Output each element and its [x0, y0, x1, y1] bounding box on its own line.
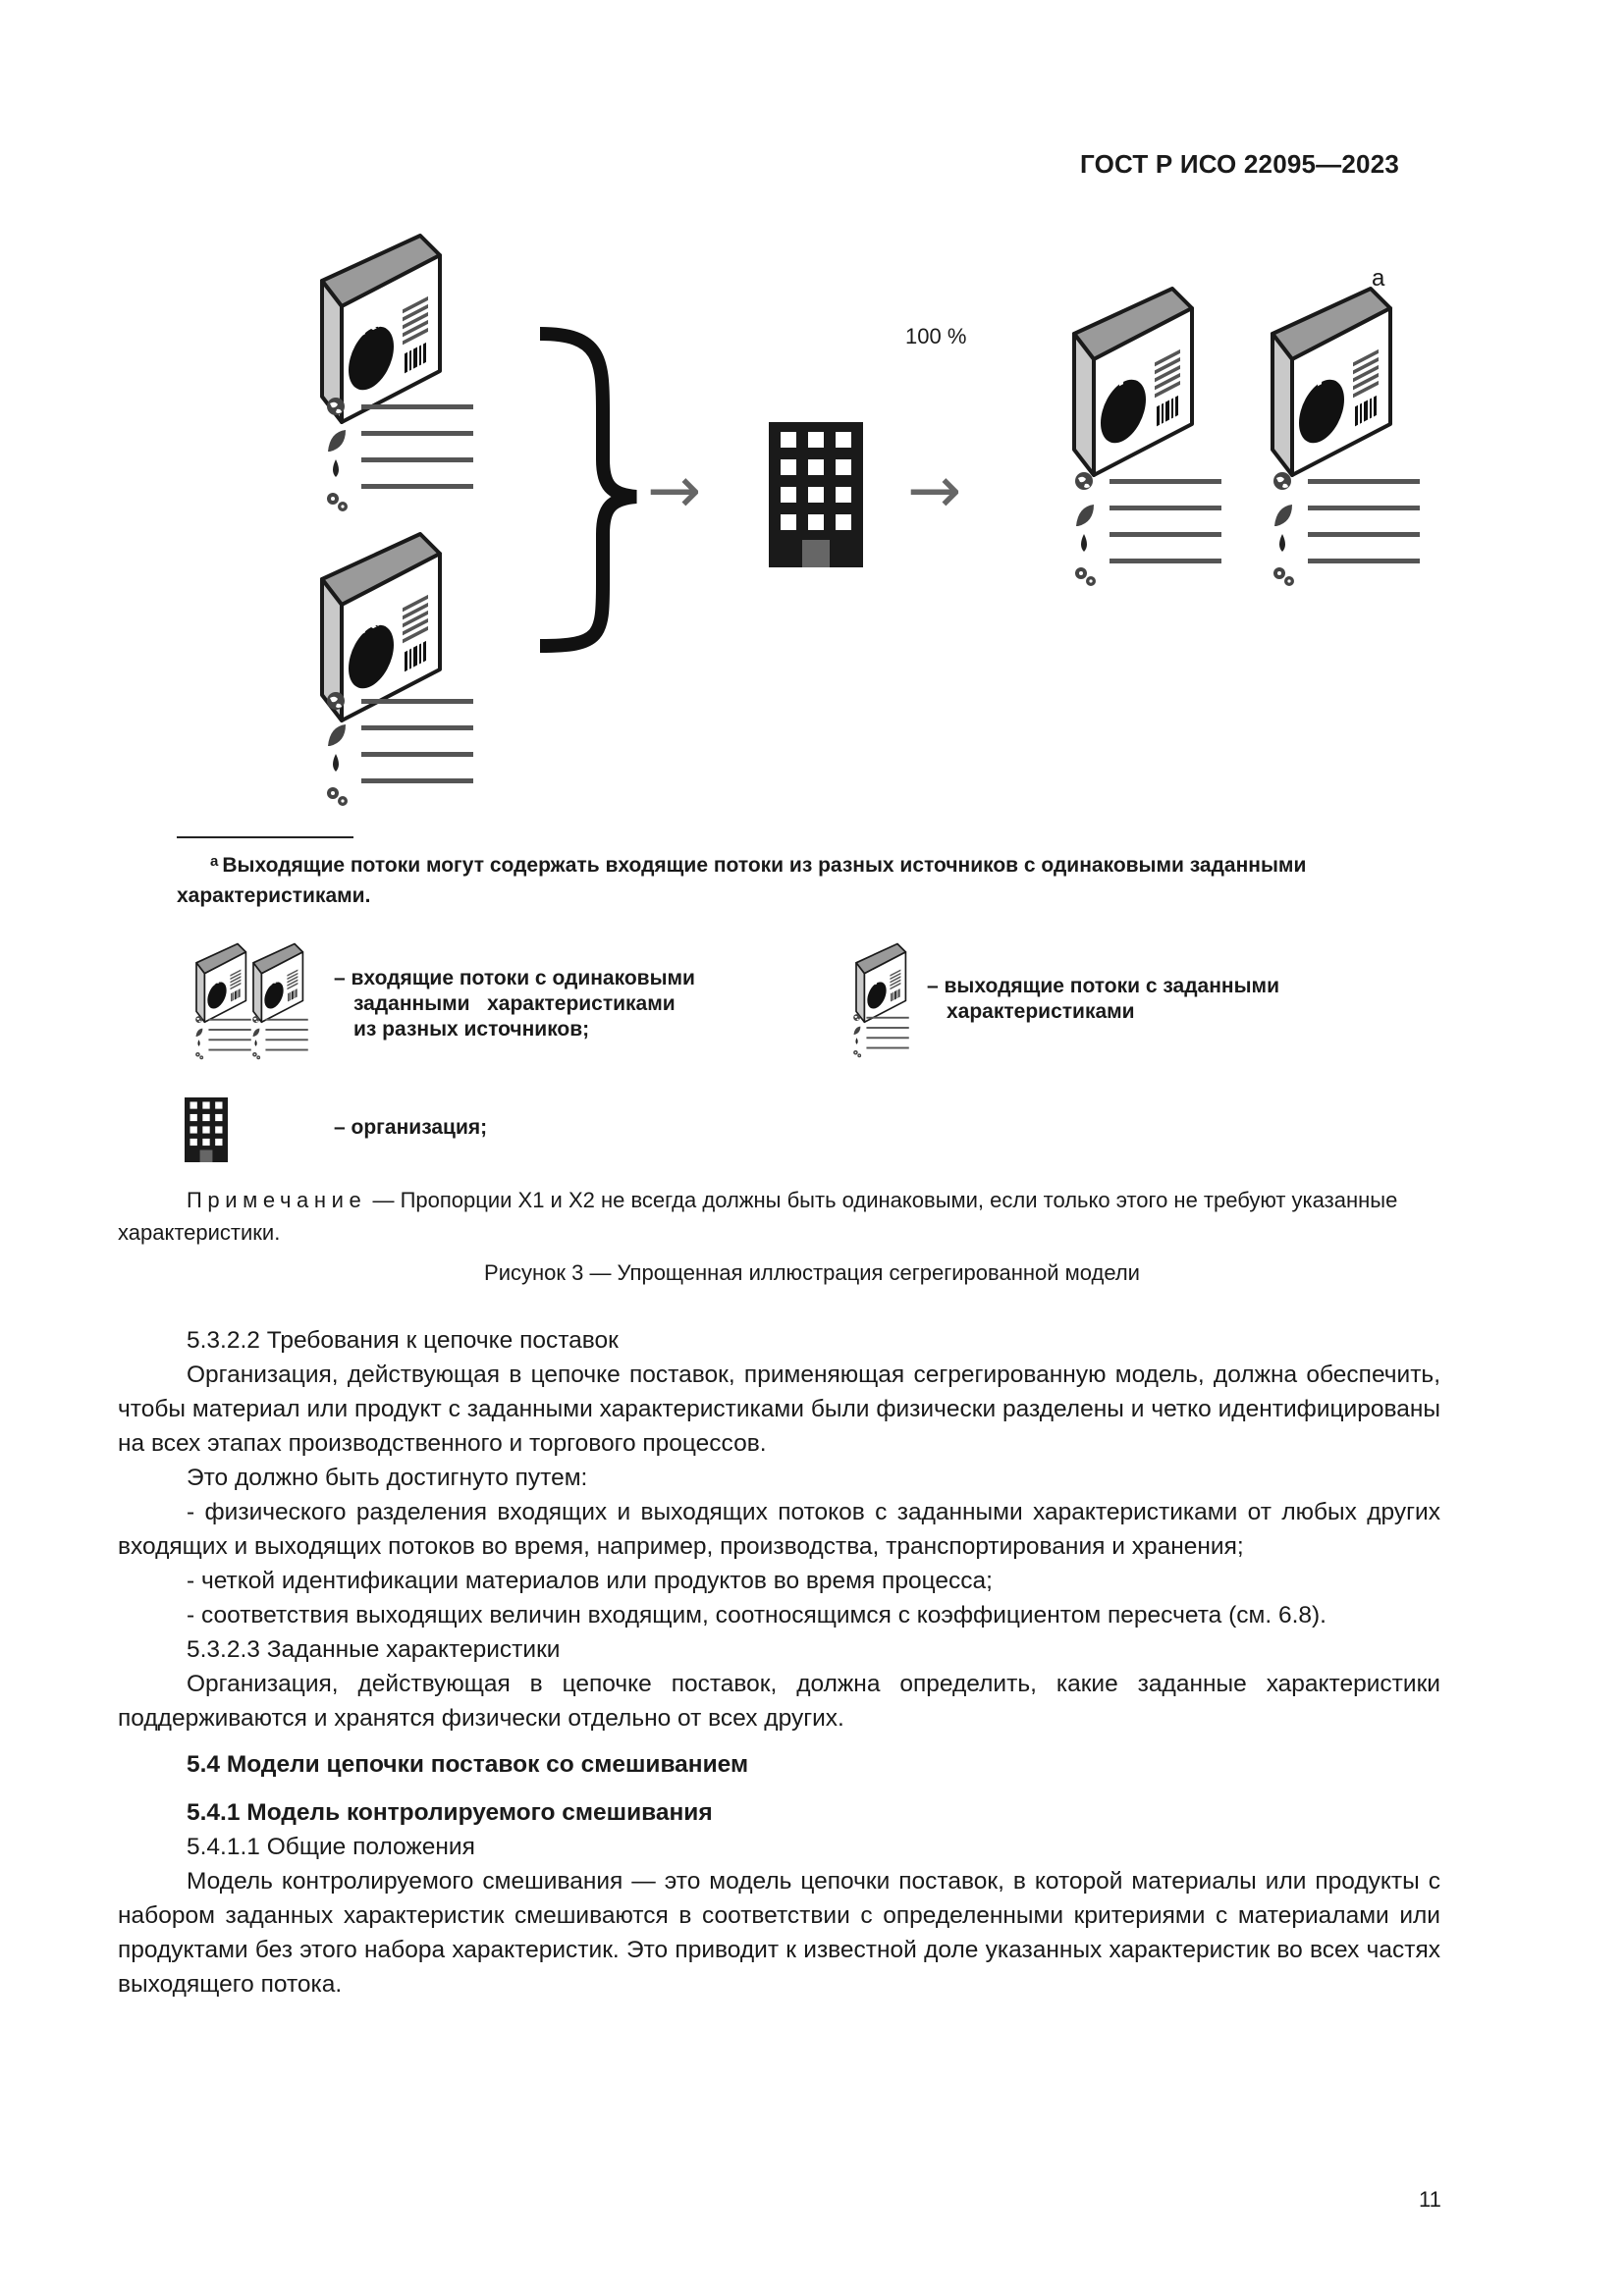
standard-designation: ГОСТ Р ИСО 22095—2023 — [1080, 149, 1400, 179]
legend-building-icon — [185, 1097, 228, 1162]
x-label: X — [870, 971, 885, 988]
arrow-right-icon: → — [647, 453, 702, 528]
brace-icon — [540, 334, 636, 646]
section-5-3-2-3-title: 5.3.2.3 Заданные характеристики — [187, 1636, 561, 1663]
body-text — [118, 1323, 1440, 2002]
output-2-characteristics — [1273, 472, 1420, 586]
x1-label: X1 — [208, 972, 227, 989]
section-5-4-1-heading: 5.4.1 Модель контролируемого смешивания — [187, 1799, 713, 1826]
legend-inputs-line2: заданными характеристиками — [353, 992, 676, 1015]
legend-inputs-icon — [194, 940, 312, 1068]
input-box-x2 — [322, 534, 440, 721]
section-5-4-1-1-title: 5.4.1.1 Общие положения — [187, 1834, 475, 1860]
footnote-marker: a — [1372, 265, 1385, 292]
paragraph: Модель контролируемого смешивания — это модель цепочки поставок, в которой материалы или продукты с набором заданных характеристик смешиваются в соответствии с определенными критериями с материалами или продуктами без этого набора характеристик. Это приводит к известной доле указанных характеристик во всех частях выходящего потока. — [118, 1868, 1440, 1998]
x1-label: X1 — [350, 300, 393, 342]
output-box-1 — [1074, 289, 1192, 475]
x-label: X — [1107, 354, 1140, 393]
input-box-x1 — [322, 236, 440, 422]
legend-outputs-line2: характеристиками — [947, 1000, 1135, 1023]
page-number: 11 — [1419, 2187, 1441, 2212]
legend-outputs-icon — [850, 942, 919, 1070]
list-item: - четкой идентификации материалов или продуктов во время процесса; — [187, 1568, 993, 1594]
figure-caption: Рисунок 3 — Упрощенная иллюстрация сегрегированной модели — [484, 1260, 1140, 1285]
section-5-4-heading: 5.4 Модели цепочки поставок со смешиванием — [187, 1751, 749, 1778]
paragraph: Организация, действующая в цепочке поставок, применяющая сегрегированную модель, должна обеспечить, чтобы материал или продукт с заданными характеристиками были физически разделены и четко идентифицированы на всех этапах производственного и торгового процессов. — [118, 1362, 1440, 1457]
arrow-right-icon: → — [907, 453, 962, 528]
legend-outputs-line1: – выходящие потоки с заданными — [927, 975, 1279, 997]
legend-inputs-line1: – входящие потоки с одинаковыми — [334, 967, 695, 989]
note-text: — Пропорции X1 и X2 не всегда должны быть одинаковыми, если только этого не требуют указанные характеристики. — [118, 1188, 1398, 1245]
list-item: - соответствия выходящих величин входящим, соотносящимся с коэффициентом пересчета (см. 6.8). — [187, 1602, 1326, 1629]
section-5-3-2-2-title: 5.3.2.2 Требования к цепочке поставок — [187, 1327, 619, 1354]
legend-inputs-line3: из разных источников; — [353, 1018, 590, 1041]
paragraph: Это должно быть достигнуто путем: — [187, 1465, 588, 1491]
building-icon — [769, 422, 863, 567]
paragraph: Организация, действующая в цепочке поставок, должна определить, какие заданные характеристики поддерживаются и хранятся физически отдельно от всех других. — [118, 1671, 1440, 1732]
output-1-characteristics — [1075, 472, 1221, 586]
footnote-marker: a — [210, 853, 219, 870]
share-label: 100 % — [905, 324, 967, 348]
figure-3-segregated-model — [0, 0, 1624, 825]
footnote-rule — [177, 836, 353, 838]
figure-note — [118, 1184, 1440, 1249]
note-label: Примечание — [187, 1188, 367, 1212]
x2-label: X2 — [350, 599, 393, 640]
legend-organization: – организация; — [334, 1116, 488, 1139]
list-item: - физического разделения входящих и выходящих потоков с заданными характеристиками от любых других входящих и выходящих потоков во время, например, производства, транспортирования и хранения; — [118, 1499, 1440, 1560]
footnote-text: Выходящие потоки могут содержать входящие потоки из разных источников с одинаковыми заданными характеристиками. — [177, 854, 1307, 907]
output-box-2 — [1272, 289, 1390, 475]
x-label: X — [1305, 354, 1338, 393]
footnote — [177, 846, 1384, 911]
x2-label: X2 — [265, 972, 284, 989]
